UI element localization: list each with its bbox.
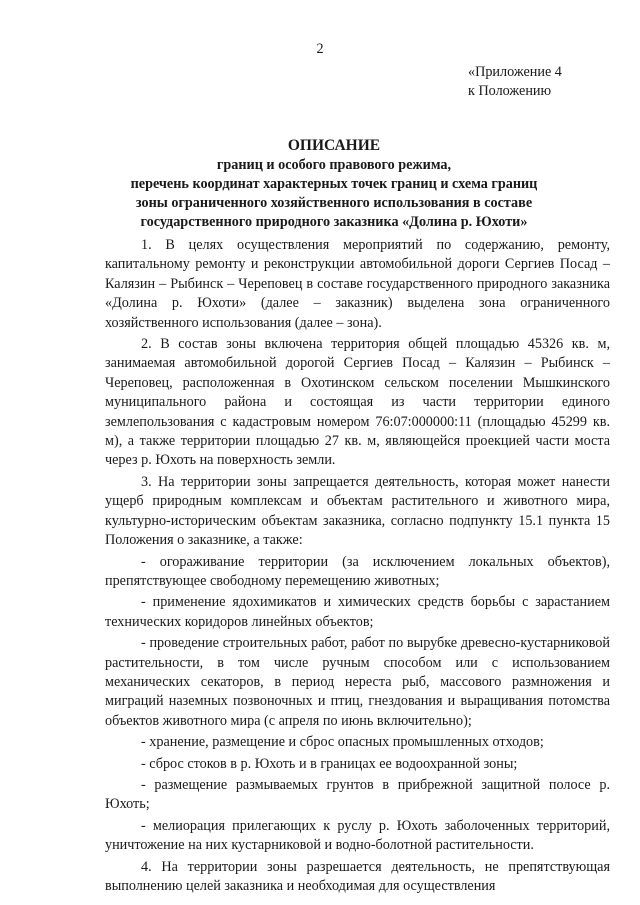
document-body <box>105 236 610 898</box>
title-line-2: перечень координат характерных точек границ и схема границ <box>130 176 538 192</box>
page-number: 2 <box>316 41 324 57</box>
paragraph-1: 1. В целях осуществления мероприятий по содержанию, ремонту, капитальному ремонту и реконструкции автомобильной дороги Сергиев Посад – Калязин – Рыбинск – Череповец в составе государственного природного заказника «Долина р. Юхоти» (далее – заказник) выделена зона ограниченного хозяйственного использования (далее – зона). <box>105 237 610 331</box>
title-line-3: зоны ограниченного хозяйственного использования в составе <box>135 195 533 211</box>
prohibited-item-2: - применение ядохимикатов и химических средств борьбы с зарастанием технических коридоров линейных объектов; <box>105 594 610 630</box>
prohibited-item-5: - сброс стоков в р. Юхоть и в границах ее водоохранной зоны; <box>141 755 518 772</box>
prohibited-item-4: - хранение, размещение и сброс опасных промышленных отходов; <box>141 734 544 751</box>
title-line-4: государственного природного заказника «Долина р. Юхоти» <box>140 214 528 230</box>
appendix-reference <box>468 63 562 101</box>
paragraph-4: 4. На территории зоны разрешается деятельность, не препятствующая выполнению целей заказника и необходимая для осуществления <box>105 858 610 894</box>
prohibited-item-1: - огораживание территории (за исключением локальных объектов), препятствующее свободному перемещению животных; <box>105 553 610 589</box>
title-line-1: границ и особого правового режима, <box>216 157 452 173</box>
prohibited-item-3: - проведение строительных работ, работ по вырубке древесно-кустарниковой растительности, в том числе ручным способом или с использованием механических секаторов, в период нереста рыб, массового размножения и миграций наземных позвоночных и птиц, гнездования и выращивания потомства объектов животного мира (с апреля по июнь включительно); <box>105 635 610 729</box>
paragraph-3: 3. На территории зоны запрещается деятельность, которая может нанести ущерб природным комплексам и объектам растительного и животного мира, культурно-историческим объектам заказника, согласно подпункту 15.1 пункта 15 Положения о заказнике, а также: <box>105 473 610 549</box>
appendix-line-1: «Приложение 4 <box>468 64 562 80</box>
document-title <box>58 136 610 232</box>
paragraph-2: 2. В состав зоны включена территория общей площадью 45326 кв. м, занимаемая автомобильной дорогой Сергиев Посад – Калязин – Рыбинск – Череповец, расположенная в Охотинском сельском поселении Мышкинского муниципального района и состоящая из части территории единого землепользования с кадастровым номером 76:07:000000:11 (площадью 45299 кв. м), а также территории площадью 27 кв. м, являющейся проекцией части моста через р. Юхоть на поверхность земли. <box>105 336 610 469</box>
prohibited-item-7: - мелиорация прилегающих к руслу р. Юхоть заболоченных территорий, уничтожение на них кустарниковой и водно-болотной растительности. <box>105 817 610 854</box>
appendix-line-2: к Положению <box>468 83 552 99</box>
prohibited-item-6: - размещение размываемых грунтов в прибрежной защитной полосе р. Юхоть; <box>105 776 610 813</box>
title-heading: ОПИСАНИЕ <box>287 137 381 154</box>
